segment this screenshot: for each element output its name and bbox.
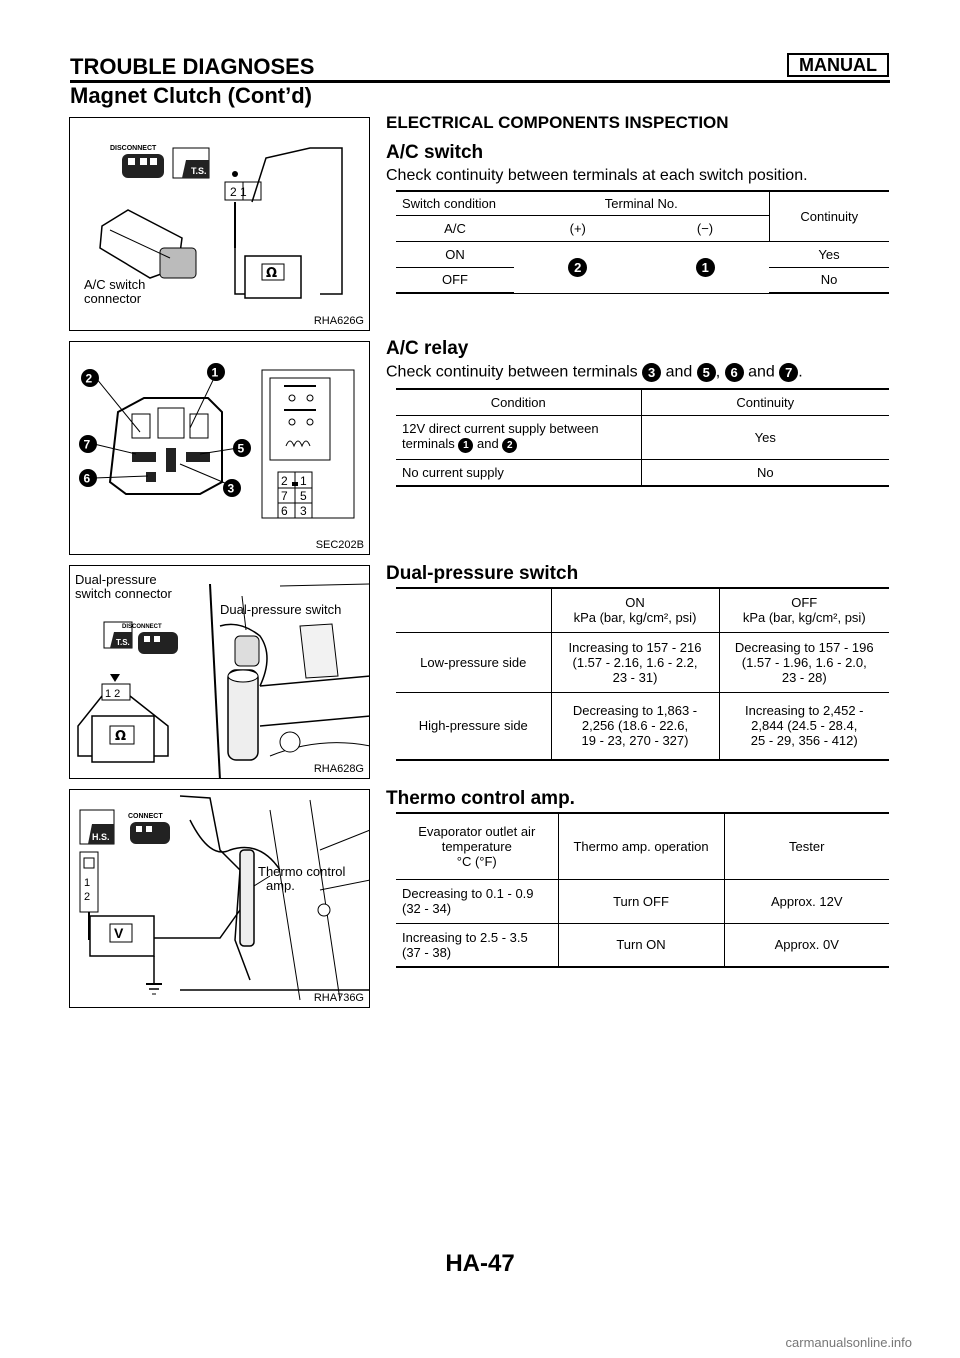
figure-id: RHA628G [313,763,364,775]
table-row [396,632,889,692]
hs-badge-icon [80,810,114,844]
value-text: (32 - 34) [402,901,452,916]
page-number: HA-47 [445,1250,515,1277]
ac-switch-instruction: Check continuity between terminals at each switch position. [386,167,808,184]
table-cell [396,879,558,923]
terminal-marker: 2 [568,258,587,277]
thermo-heading: Thermo control amp. [386,788,575,809]
table-header: Tester [724,813,889,879]
table-row [396,692,889,760]
table-row [396,879,889,923]
header-text: OFF [791,595,818,611]
header-text: kPa (bar, kg/cm², psi) [573,610,697,626]
figure-ac-switch [69,117,370,331]
value-text: Increasing to 2,452 - [744,703,864,719]
dual-pressure-heading: Dual-pressure switch [386,563,579,584]
condition-text: and [477,436,499,452]
header-title: TROUBLE DIAGNOSES [70,54,315,79]
table-header: Continuity [641,389,889,415]
table-header: Condition [396,389,641,415]
header-subtitle: Magnet Clutch (Cont’d) [70,83,312,108]
table-cell: No current supply [396,459,641,486]
table-cell [551,632,719,692]
svg-text:3: 3 [227,481,235,496]
svg-text:Dual-pressure switch: Dual-pressure switch [220,602,342,617]
instruction-text: and [665,363,693,381]
value-text: (1.57 - 2.16, 1.6 - 2.2, [572,654,698,670]
svg-text:6: 6 [281,504,288,518]
svg-text:1 2: 1 2 [105,688,121,700]
svg-text:Ω: Ω [115,729,127,744]
relay-body-icon [110,398,222,494]
value-text: 23 - 28) [781,669,827,685]
terminal-marker: 2 [502,438,517,453]
ac-switch-heading: A/C switch [386,142,484,163]
svg-text:DISCONNECT: DISCONNECT [110,145,157,152]
table-header: (+) [514,215,642,241]
instruction-text: , [715,363,721,381]
svg-text:1: 1 [211,365,219,380]
value-text: (37 - 38) [402,944,452,960]
ac-switch-diagram [70,118,370,331]
table-cell [642,241,770,293]
table-cell [514,241,642,293]
terminal-marker: 1 [696,258,715,277]
table-cell [551,692,719,760]
disconnect-connector-icon [122,154,164,178]
value-text: Decreasing to 157 - 196 [734,639,874,655]
table-cell: Approx. 12V [724,879,889,923]
table-cell [396,923,558,967]
ac-relay-diagram [70,342,370,555]
svg-text:5: 5 [237,441,245,456]
svg-text:Dual-pressure: Dual-pressure [75,572,157,587]
thermo-amp-illustration [180,796,370,1000]
manual-badge: MANUAL [787,53,889,77]
table-cell [719,632,889,692]
ac-relay-heading: A/C relay [386,338,469,359]
table-cell [396,415,641,459]
figure-ac-relay [69,341,370,555]
ac-switch-table [396,190,889,294]
table-header [551,588,719,632]
ac-relay-instruction [386,363,803,382]
svg-text:2: 2 [281,474,288,488]
terminal-marker: 1 [458,438,473,453]
figure-dual-pressure [69,565,370,779]
table-cell: Yes [769,241,889,267]
svg-text:2 1: 2 1 [230,185,247,199]
disconnect-connector-icon [138,632,178,654]
terminal-marker: 6 [725,363,744,382]
table-header [396,588,551,632]
svg-text:connector: connector [84,291,142,306]
table-row [396,923,889,967]
header-text: Evaporator outlet air [418,823,536,839]
watermark: carmanualsonline.info [785,1335,912,1350]
table-row [396,415,889,459]
figure-id: RHA626G [313,315,364,327]
figure-id: SEC202B [315,539,364,551]
value-text: Decreasing to 1,863 - [572,703,698,719]
value-text: 2,256 (18.6 - 22.6, [581,718,689,734]
table-cell: OFF [396,267,514,293]
table-header: Continuity [769,191,889,241]
svg-text:DISCONNECT: DISCONNECT [122,624,162,630]
table-header: Terminal No. [514,191,769,215]
table-row [396,459,889,486]
table-row [396,241,889,267]
table-header: (−) [642,215,770,241]
table-cell: Yes [641,415,889,459]
svg-text:amp.: amp. [266,878,295,893]
header-text: kPa (bar, kg/cm², psi) [742,610,866,626]
table-cell: Turn ON [558,923,724,967]
instruction-text: . [798,363,803,381]
table-cell [719,692,889,760]
svg-text:Ω: Ω [266,266,278,281]
svg-text:7: 7 [281,489,288,503]
ohmmeter-circuit [225,148,342,298]
table-cell: No [769,267,889,293]
relay-schematic [262,370,354,518]
value-text: 2,844 (24.5 - 28.4, [751,718,858,734]
ac-switch-connector-icon [100,210,196,278]
svg-text:6: 6 [83,471,91,486]
ts-badge-icon [173,148,209,178]
svg-text:1: 1 [300,474,307,488]
instruction-text: and [748,363,775,381]
dual-pressure-table [396,587,889,761]
figure-thermo-amp [69,789,370,1008]
svg-text:3: 3 [300,504,307,518]
ohmmeter-circuit [78,674,168,762]
ac-relay-table [396,388,889,487]
svg-text:T.S.: T.S. [191,166,207,176]
svg-text:7: 7 [83,437,91,452]
section-title: ELECTRICAL COMPONENTS INSPECTION [386,113,729,132]
instruction-text: Check continuity between terminals [386,363,638,381]
svg-text:H.S.: H.S. [92,832,110,842]
terminal-marker: 7 [779,363,798,382]
value-text: Increasing to 2.5 - 3.5 [402,929,528,945]
table-cell: No [641,459,889,486]
svg-text:T.S.: T.S. [116,638,130,647]
header-text: ON [625,595,645,611]
svg-text:1: 1 [84,877,91,889]
terminal-marker: 3 [642,363,661,382]
value-text: (1.57 - 1.96, 1.6 - 2.0, [741,654,867,670]
thermo-table [396,812,889,968]
svg-text:V: V [114,925,124,941]
table-header: Switch condition [396,191,514,215]
table-header: Thermo amp. operation [558,813,724,879]
table-cell: High-pressure side [396,692,551,760]
svg-text:2: 2 [85,371,93,386]
terminal-marker: 5 [697,363,716,382]
dual-pressure-diagram [70,566,370,779]
table-header [719,588,889,632]
table-cell: Turn OFF [558,879,724,923]
header-text: °C (°F) [456,853,497,869]
value-text: Decreasing to 0.1 - 0.9 [402,886,534,901]
header-text: temperature [441,838,512,854]
figure-id: RHA736G [313,992,364,1004]
table-header [396,813,558,879]
value-text: 19 - 23, 270 - 327) [581,733,689,749]
value-text: Increasing to 157 - 216 [568,639,702,655]
table-cell: ON [396,241,514,267]
svg-text:CONNECT: CONNECT [128,813,163,820]
condition-text: terminals [402,436,455,452]
value-text: 23 - 31) [612,669,658,685]
condition-text: 12V direct current supply between [402,421,599,437]
value-text: 25 - 29, 356 - 412) [750,733,858,749]
voltmeter-circuit [80,852,240,994]
svg-text:switch connector: switch connector [75,586,172,601]
connect-connector-icon [130,822,170,844]
table-cell: Low-pressure side [396,632,551,692]
svg-text:Thermo control: Thermo control [258,864,346,879]
table-header: A/C [396,215,514,241]
thermo-amp-diagram [70,790,370,1008]
svg-text:2: 2 [84,891,91,903]
svg-text:5: 5 [300,489,307,503]
table-cell: Approx. 0V [724,923,889,967]
svg-text:A/C switch: A/C switch [84,277,146,292]
